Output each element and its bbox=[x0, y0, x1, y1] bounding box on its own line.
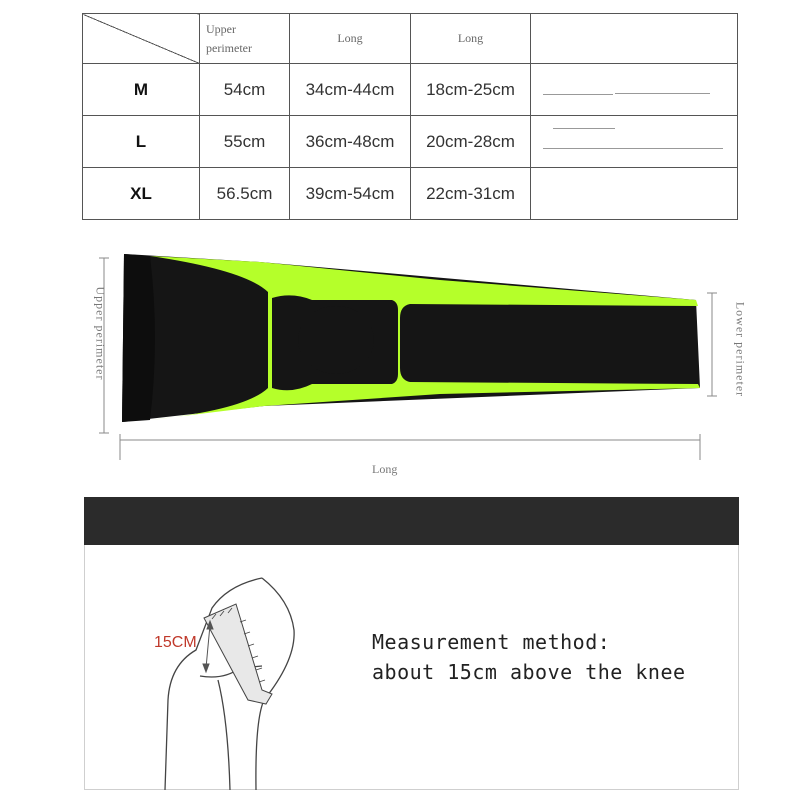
table-row bbox=[83, 116, 738, 168]
sleeve-inner-dark bbox=[272, 295, 398, 390]
lower-perimeter-label: Lower perimeter bbox=[733, 301, 748, 398]
sleeve-highlight bbox=[122, 254, 155, 422]
distance-label: 15CM bbox=[154, 634, 197, 651]
measurement-method-title: Measurement method: bbox=[372, 630, 611, 654]
table-header-row bbox=[83, 14, 738, 64]
long-range-2: 20cm-28cm bbox=[411, 116, 531, 168]
header-blank bbox=[531, 14, 738, 64]
table-row bbox=[83, 168, 738, 220]
long-range-1: 39cm-54cm bbox=[290, 168, 411, 220]
faded-lines bbox=[531, 116, 737, 167]
long-dimension-label: Long bbox=[372, 462, 398, 476]
faded-lines bbox=[531, 64, 737, 115]
long-range-1: 36cm-48cm bbox=[290, 116, 411, 168]
section-banner bbox=[84, 497, 739, 545]
dimension-lines bbox=[99, 258, 717, 460]
measurement-method-detail: about 15cm above the knee bbox=[372, 660, 686, 684]
header-long-2: Long bbox=[411, 14, 531, 64]
size-label: L bbox=[83, 116, 200, 168]
upper-perimeter-value: 56.5cm bbox=[200, 168, 290, 220]
header-long-1: Long bbox=[290, 14, 411, 64]
header-upper-perimeter bbox=[200, 14, 290, 64]
sleeve-neon-panel bbox=[150, 256, 700, 420]
header-upper-line2: perimeter bbox=[206, 40, 252, 55]
table-row bbox=[83, 64, 738, 116]
header-upper-line1: Upper bbox=[206, 21, 236, 36]
faded-note-cell bbox=[531, 116, 738, 168]
sleeve-body bbox=[122, 254, 700, 422]
diagonal-corner-cell bbox=[83, 14, 200, 64]
size-label: M bbox=[83, 64, 200, 116]
long-range-2: 18cm-25cm bbox=[411, 64, 531, 116]
upper-perimeter-value: 55cm bbox=[200, 116, 290, 168]
long-range-1: 34cm-44cm bbox=[290, 64, 411, 116]
faded-note-cell bbox=[531, 64, 738, 116]
long-range-2: 22cm-31cm bbox=[411, 168, 531, 220]
upper-perimeter-label: Upper perimeter bbox=[93, 286, 108, 381]
faded-note-cell bbox=[531, 168, 738, 220]
sleeve-center-circle bbox=[298, 306, 374, 374]
size-label: XL bbox=[83, 168, 200, 220]
size-chart-table bbox=[82, 13, 738, 220]
upper-perimeter-value: 54cm bbox=[200, 64, 290, 116]
